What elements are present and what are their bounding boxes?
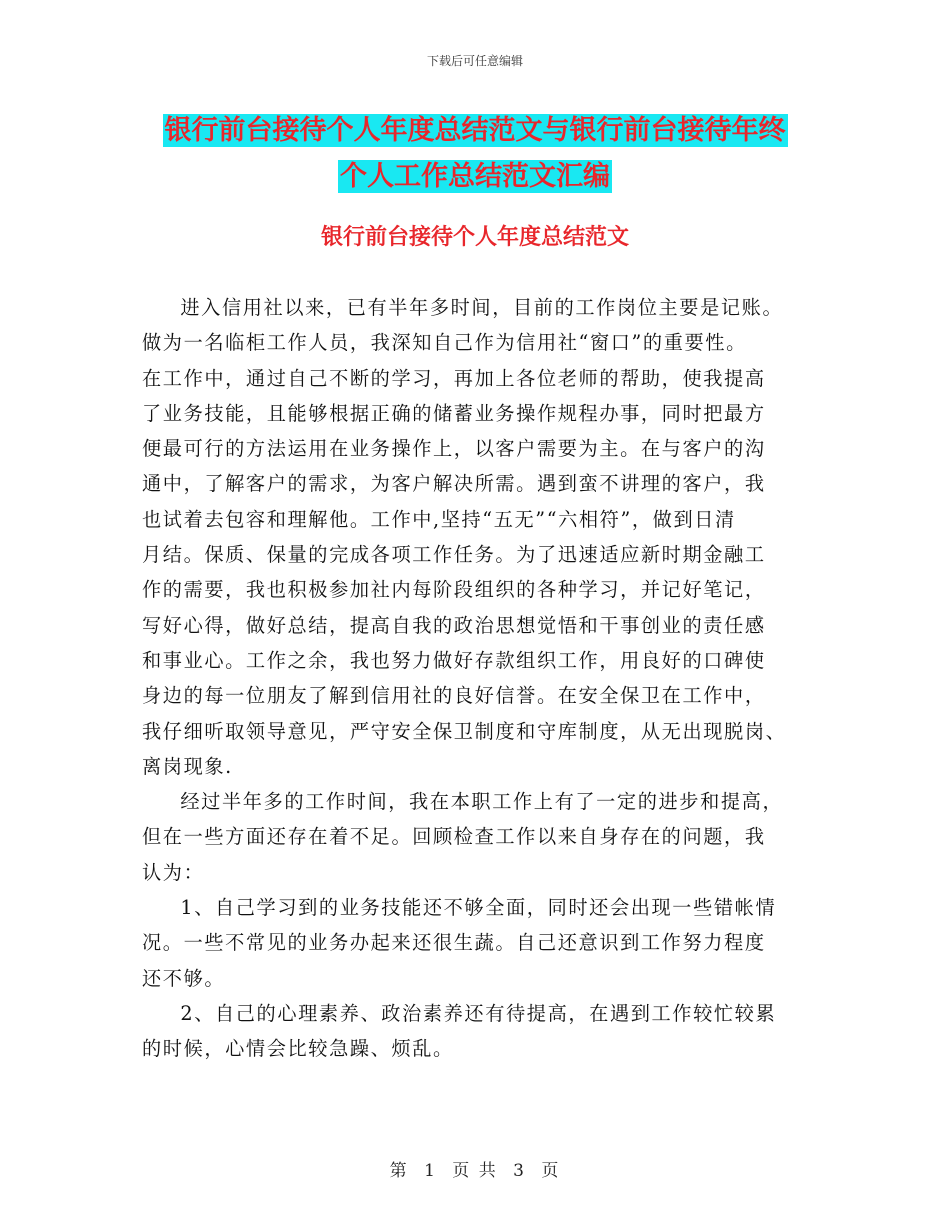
paragraph-line: 身边的每一位朋友了解到信用社的良好信誉。在安全保卫在工作中， — [142, 684, 766, 708]
paragraph-line: 和事业心。工作之余，我也努力做好存款组织工作，用良好的口碑使 — [142, 648, 766, 672]
paragraph-line: 2、自己的心理素养、政治素养还有待提高，在遇到工作较忙较累 — [180, 1001, 777, 1025]
paragraph-line: 但在一些方面还存在着不足。回顾检查工作以来自身存在的问题，我 — [142, 825, 766, 849]
paragraph-line: 况。一些不常见的业务办起来还很生蔬。自己还意识到工作努力程度 — [142, 931, 766, 955]
paragraph-line: 离岗现象. — [142, 754, 233, 778]
paragraph-line: 经过半年多的工作时间，我在本职工作上有了一定的进步和提高， — [180, 790, 784, 814]
paragraph — [142, 290, 814, 784]
document-title — [0, 108, 950, 200]
paragraph-line: 写好心得，做好总结，提高自我的政治思想觉悟和干事创业的责任感 — [142, 613, 766, 637]
paragraph-line: 在工作中，通过自己不断的学习，再加上各位老师的帮助，使我提高 — [142, 366, 766, 390]
header-note: 下载后可任意编辑 — [426, 54, 523, 68]
paragraph-line: 我仔细听取领导意见，严守安全保卫制度和守库制度，从无出现脱岗、 — [142, 719, 787, 743]
paragraph-line: 了业务技能，且能够根据正确的储蓄业务操作规程办事，同时把最方 — [142, 401, 766, 425]
footer-current-page: 1 — [424, 1161, 437, 1181]
paragraph-line: 还不够。 — [142, 966, 226, 990]
paragraph-line: 便最可行的方法运用在业务操作上，以客户需要为主。在与客户的沟 — [142, 437, 766, 461]
paragraph-line: 也试着去包容和理解他。工作中,坚持“五无”“六相符”，做到日清 — [142, 507, 736, 531]
paragraph — [142, 996, 814, 1067]
paragraph-line: 作的需要，我也积极参加社内每阶段组织的各种学习，并记好笔记， — [142, 578, 766, 602]
section-title: 银行前台接待个人年度总结范文 — [320, 225, 629, 250]
paragraph — [142, 784, 814, 890]
footer-suffix: 页 — [541, 1161, 561, 1181]
title-line-1: 银行前台接待个人年度总结范文与银行前台接待年终 — [164, 115, 786, 146]
paragraph-line: 1、自己学习到的业务技能还不够全面，同时还会出现一些错帐情 — [180, 896, 777, 920]
paragraph-line: 认为： — [142, 860, 205, 884]
paragraph-line: 通中，了解客户的需求，为客户解决所需。遇到蛮不讲理的客户，我 — [142, 472, 766, 496]
footer-prefix: 第 — [389, 1161, 409, 1181]
paragraph-line: 月结。保质、保量的完成各项工作任务。为了迅速适应新时期金融工 — [142, 543, 766, 567]
paragraph — [142, 890, 814, 996]
paragraph-line: 的时候，心情会比较急躁、烦乱。 — [142, 1037, 454, 1061]
title-line-2: 个人工作总结范文汇编 — [340, 161, 610, 192]
page-footer — [0, 1156, 950, 1181]
paragraph-line: 进入信用社以来，已有半年多时间，目前的工作岗位主要是记账。 — [180, 296, 784, 319]
footer-total-pages: 3 — [513, 1161, 526, 1181]
paragraph-line: 做为一名临柜工作人员，我深知自己作为信用社“窗口”的重要性。 — [142, 331, 747, 355]
body-text — [142, 290, 814, 1067]
footer-middle: 页 共 — [452, 1161, 498, 1181]
